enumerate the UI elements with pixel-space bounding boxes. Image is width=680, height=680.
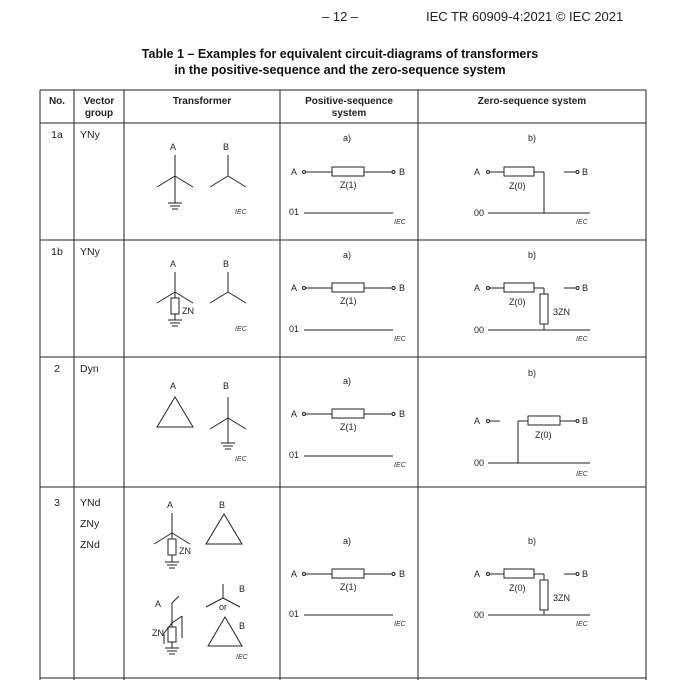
row-number: 1a	[51, 129, 63, 141]
impedance-z0-label: Z(0)	[509, 297, 526, 307]
row1a-transformer-diagram	[157, 155, 246, 209]
impedance-z0-label: Z(0)	[509, 583, 526, 593]
col-header-positive-line1: Positive-sequence	[305, 96, 393, 107]
vector-group: ZNd	[80, 539, 100, 551]
terminal-a-label: A	[170, 259, 177, 269]
terminal-a-label: A	[291, 283, 298, 293]
terminal-b-label: B	[223, 381, 230, 391]
reference-01-label: 01	[289, 609, 300, 619]
caption-line-2: in the positive-sequence and the zero-sequence system	[174, 63, 506, 77]
row2-transformer-diagram	[157, 397, 246, 449]
impedance-z0-label: Z(0)	[509, 181, 526, 191]
vector-group: YNy	[80, 246, 100, 258]
subfig-b-label: b)	[528, 536, 537, 546]
document-reference: IEC TR 60909-4:2021 © IEC 2021	[426, 9, 624, 24]
iec-mark: IEC	[576, 471, 588, 478]
iec-mark: IEC	[576, 219, 588, 226]
impedance-3zn-label: 3ZN	[553, 593, 571, 603]
reference-01-label: 01	[289, 207, 300, 217]
terminal-b-label: B	[582, 569, 589, 579]
iec-mark: IEC	[235, 209, 247, 216]
terminal-b-label: B	[223, 259, 230, 269]
terminal-a-label: A	[167, 500, 174, 510]
page-number: – 12 –	[322, 9, 359, 24]
row-number: 2	[54, 363, 60, 375]
terminal-b-label: B	[223, 142, 230, 152]
row1b-transformer-diagram	[157, 272, 246, 326]
col-header-positive-line2: system	[331, 108, 367, 119]
impedance-3zn-label: 3ZN	[553, 307, 571, 317]
impedance-z1-label: Z(1)	[340, 582, 357, 592]
row1b-zero-diagram	[487, 283, 591, 330]
terminal-a-label: A	[170, 142, 177, 152]
vector-group: YNd	[80, 497, 101, 509]
impedance-z1-label: Z(1)	[340, 422, 357, 432]
impedance-zn-label: ZN	[179, 546, 191, 556]
col-header-vector-line1: Vector	[83, 96, 115, 107]
impedance-z1-label: Z(1)	[340, 296, 357, 306]
impedance-z0-label: Z(0)	[535, 430, 552, 440]
col-header-no: No.	[48, 96, 66, 107]
terminal-b-label: B	[399, 283, 406, 293]
iec-mark: IEC	[394, 336, 406, 343]
reference-00-label: 00	[474, 458, 485, 468]
terminal-a-label: A	[474, 167, 481, 177]
col-header-vector-group	[74, 96, 124, 120]
terminal-a-label: A	[170, 381, 177, 391]
row-number: 3	[54, 497, 60, 509]
iec-mark: IEC	[394, 462, 406, 469]
terminal-a-label: A	[474, 283, 481, 293]
iec-mark: IEC	[235, 456, 247, 463]
impedance-zn-label: ZN	[182, 306, 194, 316]
iec-mark: IEC	[394, 621, 406, 628]
subfig-b-label: b)	[528, 368, 537, 378]
col-header-vector-line2: group	[84, 108, 114, 119]
or-label: or	[219, 602, 228, 612]
reference-00-label: 00	[474, 208, 485, 218]
terminal-a-label: A	[155, 599, 162, 609]
reference-01-label: 01	[289, 324, 300, 334]
caption-line-1: Table 1 – Examples for equivalent circuit-diagrams of transformers	[141, 47, 539, 61]
terminal-a-label: A	[291, 569, 298, 579]
terminal-a-label: A	[474, 569, 481, 579]
subfig-a-label: a)	[343, 133, 352, 143]
col-header-positive-sequence	[280, 96, 418, 120]
row1a-zero-diagram	[487, 167, 591, 213]
row3-zero-diagram	[487, 569, 591, 615]
reference-00-label: 00	[474, 325, 485, 335]
terminal-b-label: B	[582, 416, 589, 426]
row3-transformer-diagram	[154, 513, 242, 654]
vector-group: Dyn	[80, 363, 99, 375]
subfig-a-label: a)	[343, 250, 352, 260]
subfig-a-label: a)	[343, 376, 352, 386]
impedance-z1-label: Z(1)	[340, 180, 357, 190]
terminal-b-label: B	[219, 500, 226, 510]
reference-01-label: 01	[289, 450, 300, 460]
terminal-b-label: B	[399, 167, 406, 177]
subfig-a-label: a)	[343, 536, 352, 546]
col-header-zero-sequence: Zero-sequence system	[477, 96, 587, 107]
terminal-b-label: B	[582, 283, 589, 293]
terminal-b-label: B	[399, 569, 406, 579]
terminal-b-label: B	[582, 167, 589, 177]
iec-mark: IEC	[576, 621, 588, 628]
terminal-b-label: B	[239, 584, 246, 594]
iec-mark: IEC	[576, 336, 588, 343]
reference-00-label: 00	[474, 610, 485, 620]
impedance-zn-label: ZN	[152, 628, 164, 638]
subfig-b-label: b)	[528, 250, 537, 260]
terminal-b-label: B	[239, 621, 246, 631]
iec-mark: IEC	[235, 326, 247, 333]
vector-group: ZNy	[80, 518, 100, 530]
terminal-b-label: B	[399, 409, 406, 419]
row-number: 1b	[51, 246, 63, 258]
terminal-a-label: A	[474, 416, 481, 426]
terminal-a-label: A	[291, 409, 298, 419]
subfig-b-label: b)	[528, 133, 537, 143]
col-header-transformer: Transformer	[172, 96, 232, 107]
iec-mark: IEC	[394, 219, 406, 226]
vector-group: YNy	[80, 129, 100, 141]
terminal-a-label: A	[291, 167, 298, 177]
iec-mark: IEC	[236, 654, 248, 661]
